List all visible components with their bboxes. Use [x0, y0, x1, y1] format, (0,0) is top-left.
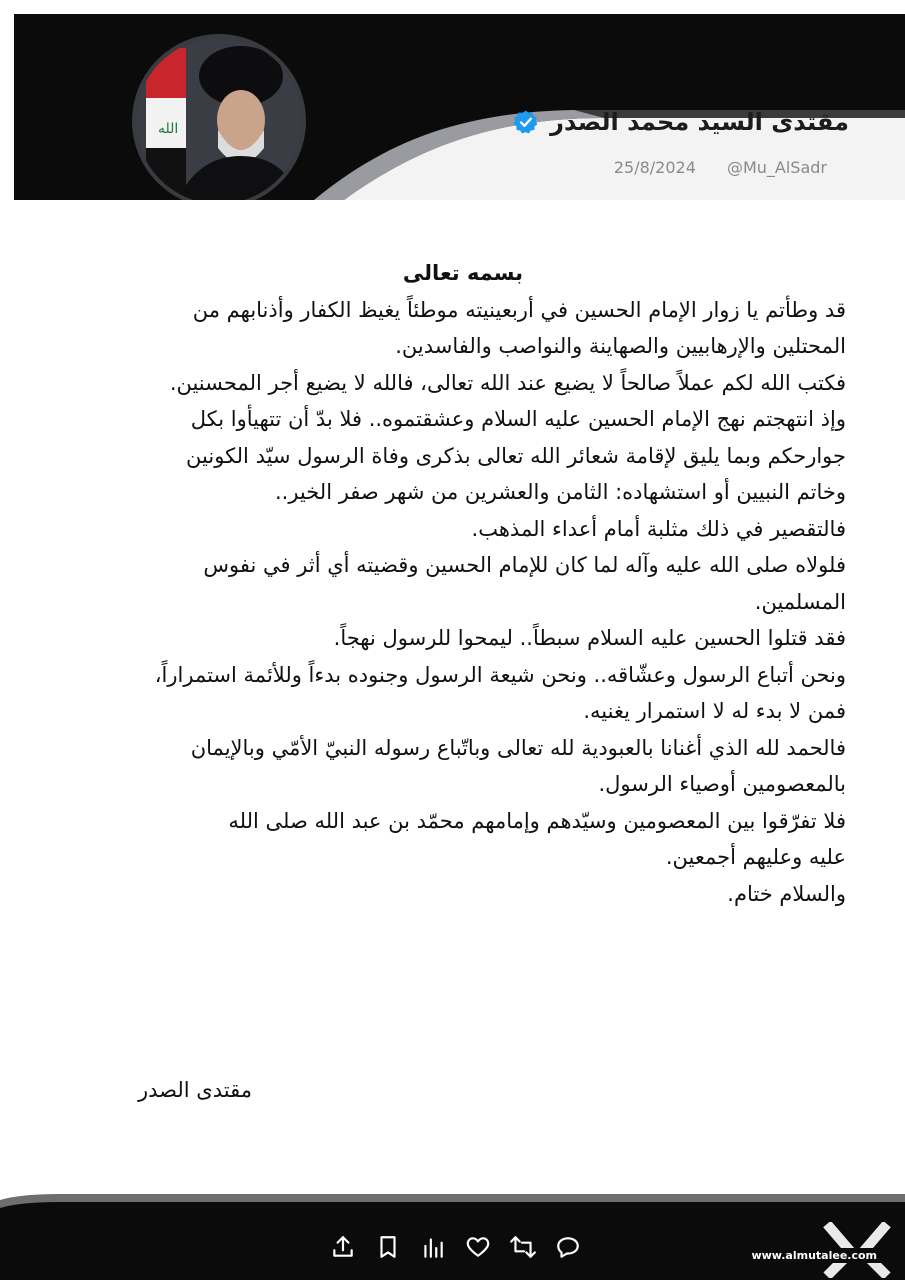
- post-line: فالحمد لله الذي أغنانا بالعبودية لله تعالى وباتّباع رسوله النبيّ الأمّي وبالإيمان: [190, 735, 846, 760]
- svg-text:الله: الله: [158, 121, 179, 137]
- profile-avatar[interactable]: [132, 34, 306, 200]
- post-line: والسلام ختام.: [727, 881, 846, 906]
- post-line: فقد قتلوا الحسين عليه السلام سبطاً.. ليمحوا للرسول نهجاً.: [333, 626, 846, 650]
- post-line: قد وطأتم يا زوار الإمام الحسين في أربعينيته موطئاً يغيظ الكفار وأذنابهم من: [192, 297, 846, 322]
- post-line: فلا تفرّقوا بين المعصومين وسيّدهم وإمامهم محمّد بن عبد الله صلى الله: [228, 808, 846, 833]
- post-footer: [0, 1192, 905, 1280]
- bookmark-icon[interactable]: [373, 1232, 403, 1262]
- post-line: وإذ انتهجتم نهج الإمام الحسين عليه السلام وعشقتموه.. فلا بدّ أن تتهيأوا بكل: [190, 407, 846, 431]
- site-watermark: www.almutalee.com: [747, 1248, 881, 1263]
- post-title: بسمه تعالى: [402, 261, 524, 285]
- verified-badge-icon: [513, 109, 539, 135]
- post-line: ونحن أتباع الرسول وعشّاقه.. ونحن شيعة الرسول وجنوده بدءاً وللأئمة استمراراً،: [154, 662, 846, 687]
- post-line: وخاتم النبيين أو استشهاده: الثامن والعشرين من شهر صفر الخير..: [274, 480, 846, 504]
- post-line: عليه وعليهم أجمعين.: [665, 845, 846, 869]
- post-line: المحتلين والإرهابيين والصهاينة والنواصب والفاسدين.: [395, 334, 846, 358]
- post-line: فالتقصير في ذلك مثلبة أمام أعداء المذهب.: [471, 516, 846, 541]
- author-block: [513, 108, 849, 136]
- post-line: بالمعصومين أوصياء الرسول.: [598, 772, 846, 796]
- share-icon[interactable]: [328, 1232, 358, 1262]
- footer-swoosh-decoration: [0, 1192, 905, 1218]
- author-handle[interactable]: @Mu_AlSadr: [726, 158, 827, 177]
- post-meta: [588, 158, 827, 177]
- views-icon[interactable]: [418, 1232, 448, 1262]
- like-icon[interactable]: [463, 1232, 493, 1262]
- post-signature: مقتدى الصدر: [138, 1078, 252, 1102]
- post-line: فكتب الله لكم عملاً صالحاً لا يضيع عند الله تعالى، فالله لا يضيع أجر المحسنين.: [169, 370, 846, 395]
- action-bar: [328, 1232, 583, 1262]
- post-date: 25/8/2024: [613, 158, 696, 177]
- post-line: فمن لا بدء له لا استمرار يغنيه.: [583, 699, 846, 723]
- post-line: المسلمين.: [754, 589, 846, 614]
- reply-icon[interactable]: [553, 1232, 583, 1262]
- post-line: جوارحكم وبما يليق لإقامة شعائر الله تعالى بذكرى وفاة الرسول سيّد الكونين: [186, 443, 846, 468]
- author-name[interactable]: مقتدى السيد محمد الصدر: [550, 108, 849, 136]
- post-body: [40, 255, 846, 912]
- post-line: فلولاه صلى الله عليه وآله لما كان للإمام الحسين وقضيته أي أثر في نفوس: [203, 553, 846, 577]
- retweet-icon[interactable]: [508, 1232, 538, 1262]
